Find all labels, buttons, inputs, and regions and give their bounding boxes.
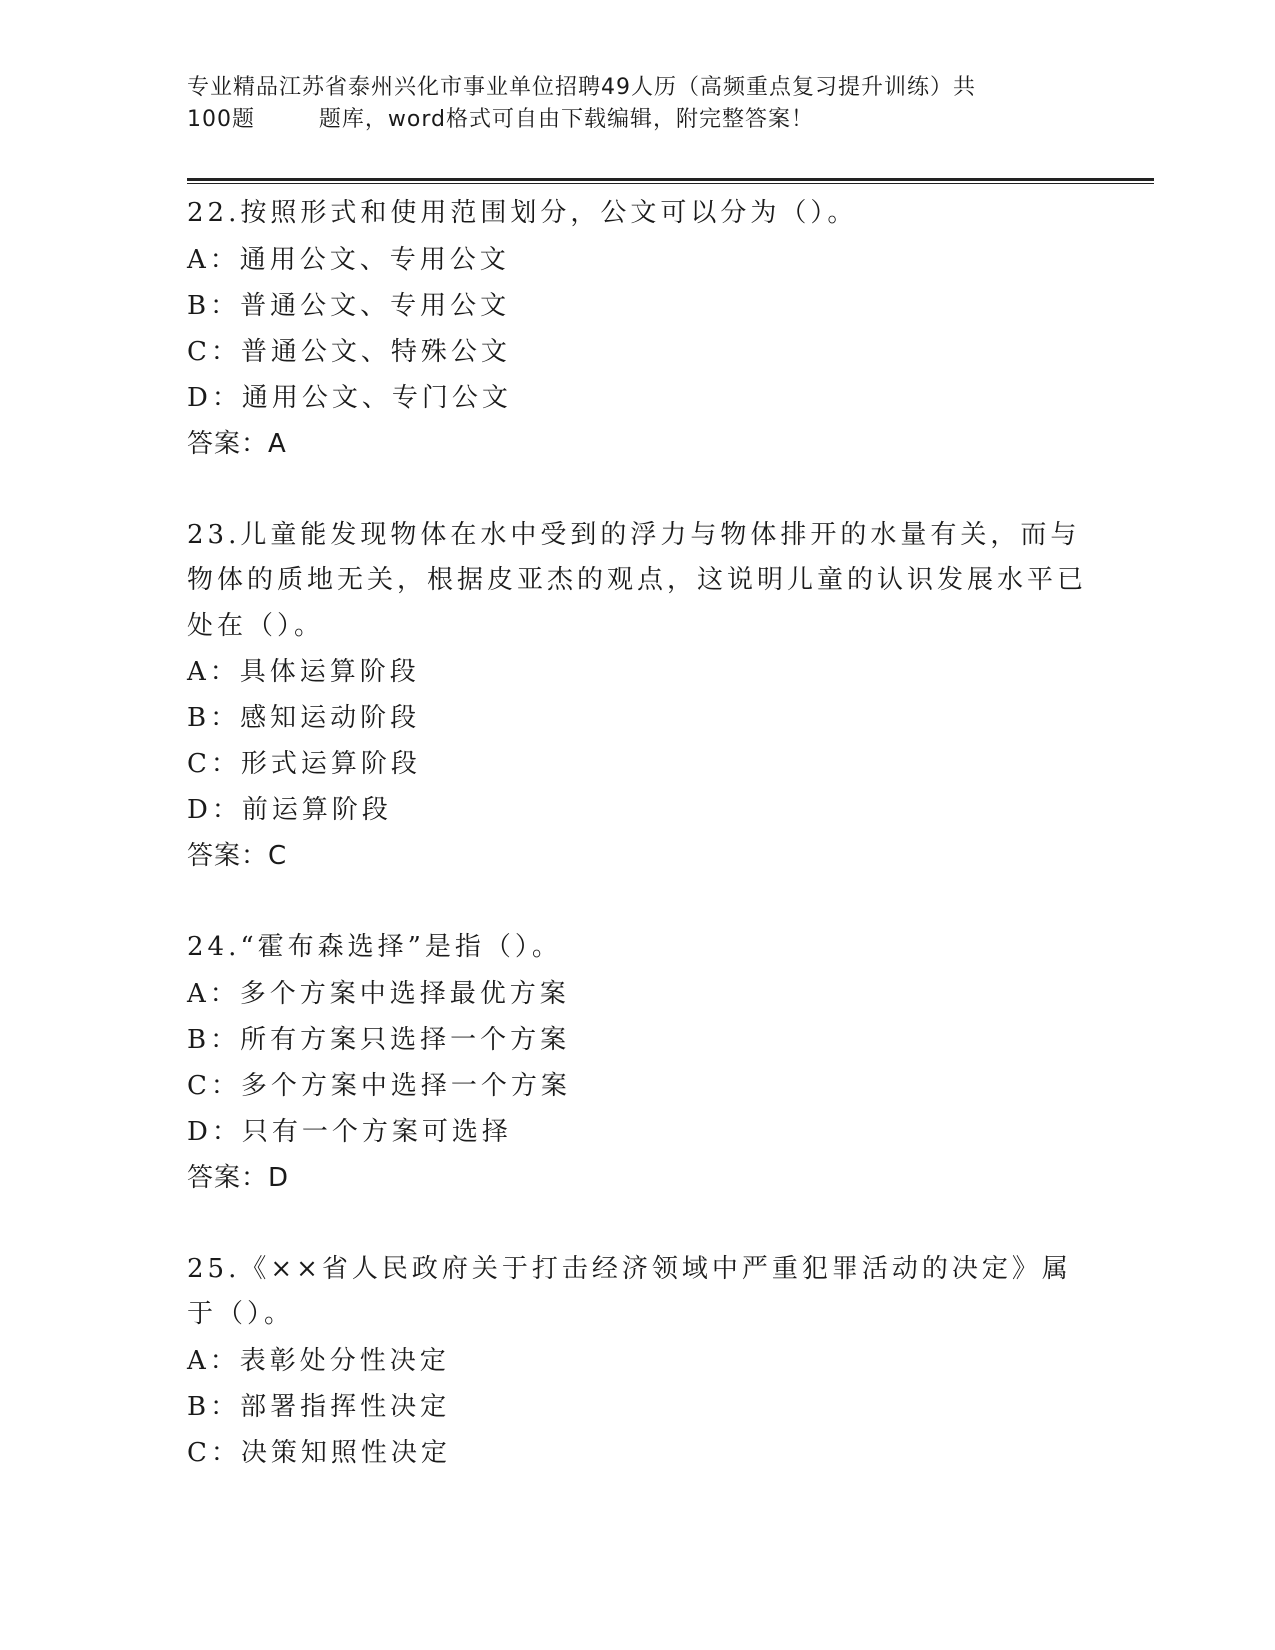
document-header [187,72,1067,136]
question-stem: 23.儿童能发现物体在水中受到的浮力与物体排开的水量有关，而与物体的质地无关，根据皮亚杰的观点，这说明儿童的认识发展水平已处在（）。 [187,519,1088,641]
option-a: A：通用公文、专用公文 [187,244,510,275]
header-line-1: 专业精品江苏省泰州兴化市事业单位招聘49人历（高频重点复习提升训练）共 [187,75,976,100]
header-line-2: 100题 题库，word格式可自由下载编辑，附完整答案！ [187,107,815,132]
question-24 [187,925,1087,1201]
option-b: B：普通公文、专用公文 [187,290,511,321]
question-stem: 25.《××省人民政府关于打击经济领域中严重犯罪活动的决定》属于（）。 [187,1253,1072,1329]
option-c: C：多个方案中选择一个方案 [187,1070,571,1101]
option-d: D：通用公文、专门公文 [187,382,512,413]
question-stem: 22.按照形式和使用范围划分，公文可以分为（）。 [187,198,858,228]
answer-label: 答案：D [187,1162,290,1193]
option-b: B：所有方案只选择一个方案 [187,1024,571,1055]
question-stem: 24.“霍布森选择”是指（）。 [187,932,562,962]
question-23 [187,513,1087,880]
option-c: C：形式运算阶段 [187,749,421,779]
question-22 [187,191,1087,467]
option-d: D：前运算阶段 [187,795,392,825]
header-divider-thin [187,183,1154,184]
question-25 [187,1247,1087,1476]
option-b: B：感知运动阶段 [187,703,421,733]
option-c: C：普通公文、特殊公文 [187,336,511,367]
option-c: C：决策知照性决定 [187,1437,451,1468]
option-b: B：部署指挥性决定 [187,1391,451,1422]
answer-label: 答案：A [187,428,287,459]
option-d: D：只有一个方案可选择 [187,1116,512,1147]
option-a: A：表彰处分性决定 [187,1345,450,1376]
answer-label: 答案：C [187,841,288,871]
header-divider-thick [187,178,1154,181]
option-a: A：多个方案中选择最优方案 [187,978,570,1009]
option-a: A：具体运算阶段 [187,657,420,687]
question-list [187,191,1087,1522]
